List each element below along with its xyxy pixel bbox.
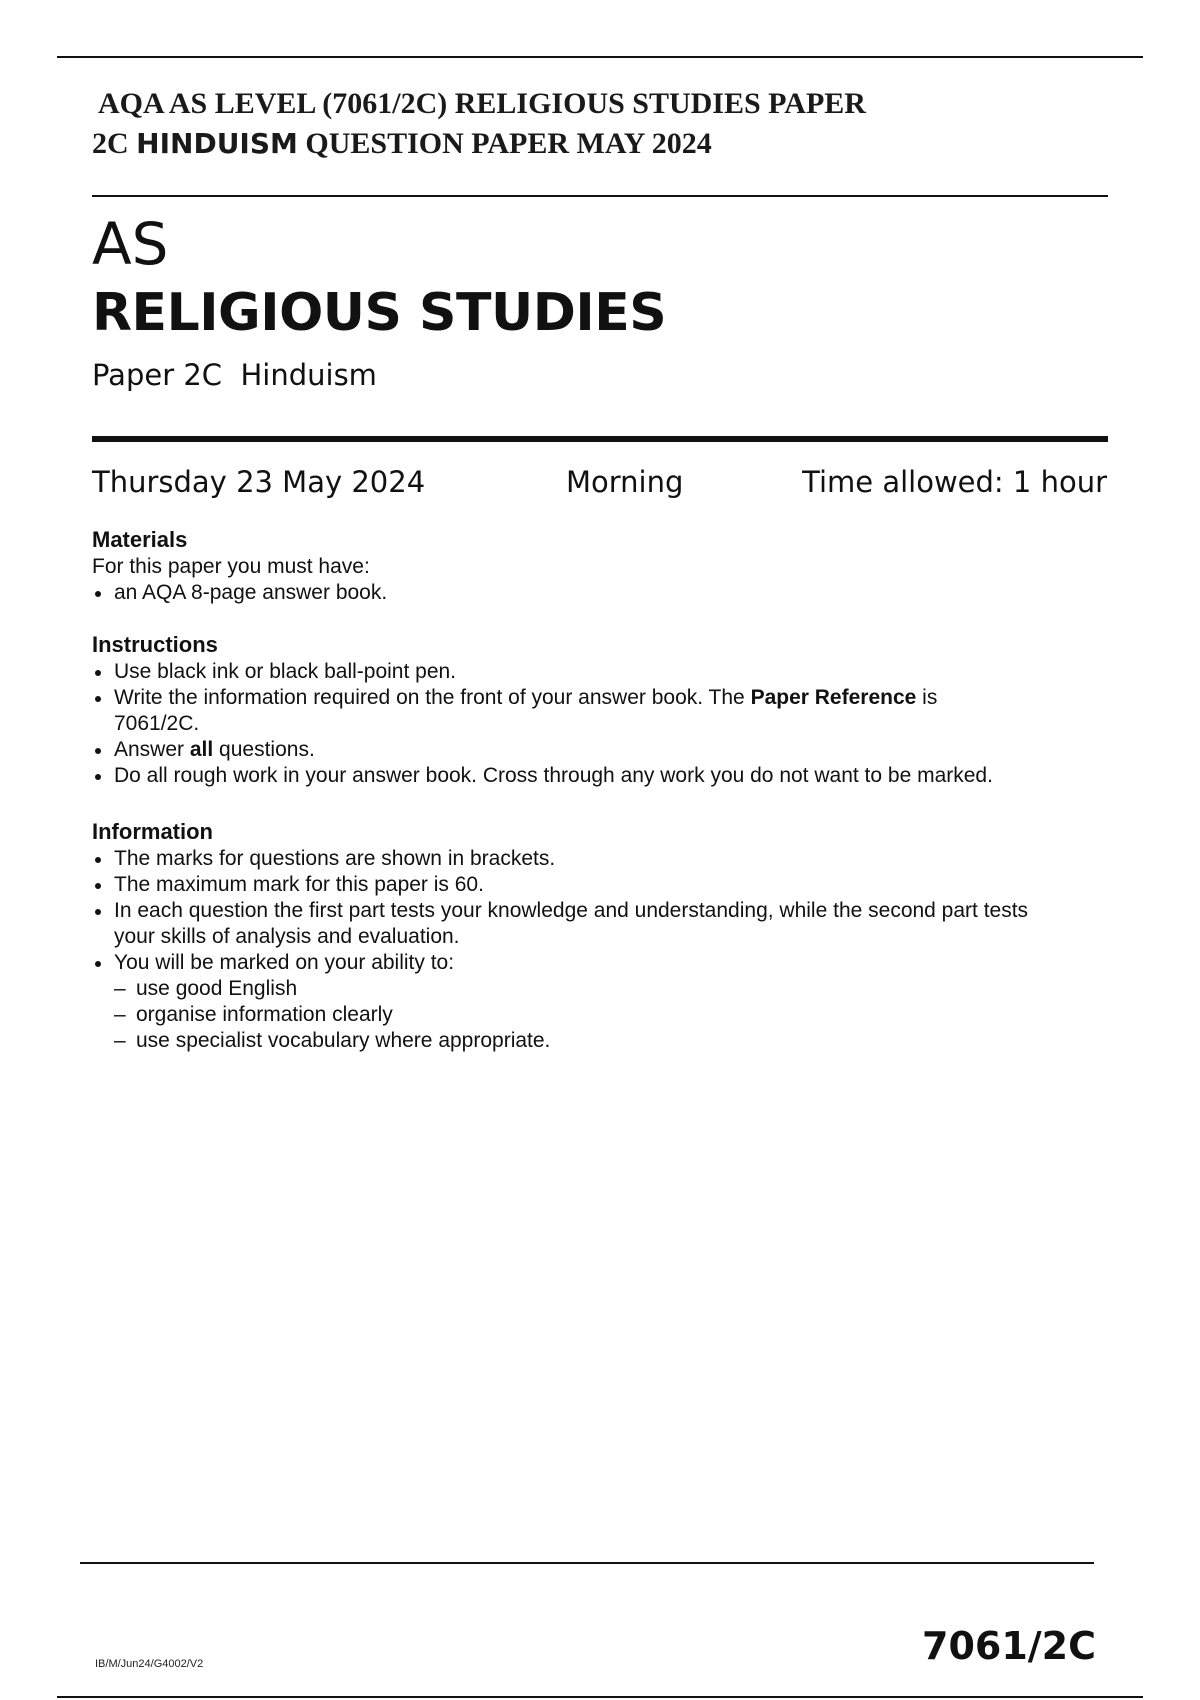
instructions-list: [92, 659, 1092, 789]
subject-title: RELIGIOUS STUDIES: [92, 283, 667, 343]
banner-line-2-pre: 2C: [92, 127, 129, 160]
footer-paper-reference: 7061/2C: [922, 1624, 1096, 1668]
instruction-text: is: [916, 686, 938, 709]
information-text: In each question the first part tests your knowledge and understanding, while the second part tests: [114, 899, 1029, 922]
list-item: Use black ink or black ball-point pen.: [92, 659, 1092, 685]
instruction-text: Write the information required on the front of your answer book. The: [114, 686, 751, 709]
document-banner-title: [92, 84, 992, 164]
qualification-level: AS: [92, 210, 169, 278]
footer-code: IB/M/Jun24/G4002/V2: [95, 1658, 204, 1670]
time-allowed: Time allowed: 1 hour: [802, 465, 1107, 499]
materials-list: [92, 580, 1092, 606]
list-item: The maximum mark for this paper is 60.: [92, 872, 1092, 898]
paper-reference-value: 7061/2C.: [114, 712, 200, 735]
information-list: [92, 846, 1092, 1054]
materials-intro: For this paper you must have:: [92, 555, 370, 578]
banner-line-2: [92, 124, 992, 164]
bottom-rule: [57, 1696, 1143, 1698]
instructions-heading: Instructions: [92, 632, 218, 657]
paper-reference-label: Paper Reference: [750, 686, 917, 709]
banner-line-2-post: QUESTION PAPER MAY 2024: [305, 127, 712, 160]
sub-list-item: – use specialist vocabulary where appropriate.: [92, 1028, 1092, 1054]
information-heading: Information: [92, 819, 213, 844]
materials-heading: Materials: [92, 527, 188, 552]
list-item: [92, 685, 1092, 737]
information-text: your skills of analysis and evaluation.: [114, 925, 460, 948]
banner-rule: [92, 195, 1108, 197]
list-item: [92, 737, 1092, 763]
banner-hinduism: HINDUISM: [136, 127, 298, 160]
list-item: The marks for questions are shown in brackets.: [92, 846, 1092, 872]
sub-list-item: – use good English: [92, 976, 1092, 1002]
exam-date: Thursday 23 May 2024: [92, 465, 426, 499]
list-item: Do all rough work in your answer book. Cross through any work you do not want to be marked.: [92, 763, 1092, 789]
exam-session: Morning: [566, 465, 684, 499]
materials-section: [92, 526, 1092, 606]
footer-rule: [80, 1562, 1094, 1564]
banner-line-1: AQA AS LEVEL (7061/2C) RELIGIOUS STUDIES PAPER: [98, 87, 866, 120]
instruction-text: questions.: [213, 738, 315, 761]
paper-title: Paper 2C Hinduism: [92, 358, 377, 392]
top-rule: [57, 56, 1143, 58]
information-section: [92, 818, 1092, 1054]
instruction-emphasis: all: [189, 738, 214, 761]
sub-list-item: – organise information clearly: [92, 1002, 1092, 1028]
thick-rule: [92, 436, 1108, 442]
instructions-section: [92, 631, 1092, 789]
list-item: You will be marked on your ability to:: [92, 950, 1092, 976]
instruction-text: Answer: [114, 738, 190, 761]
list-item: [92, 898, 1092, 950]
list-item: an AQA 8-page answer book.: [92, 580, 1092, 606]
